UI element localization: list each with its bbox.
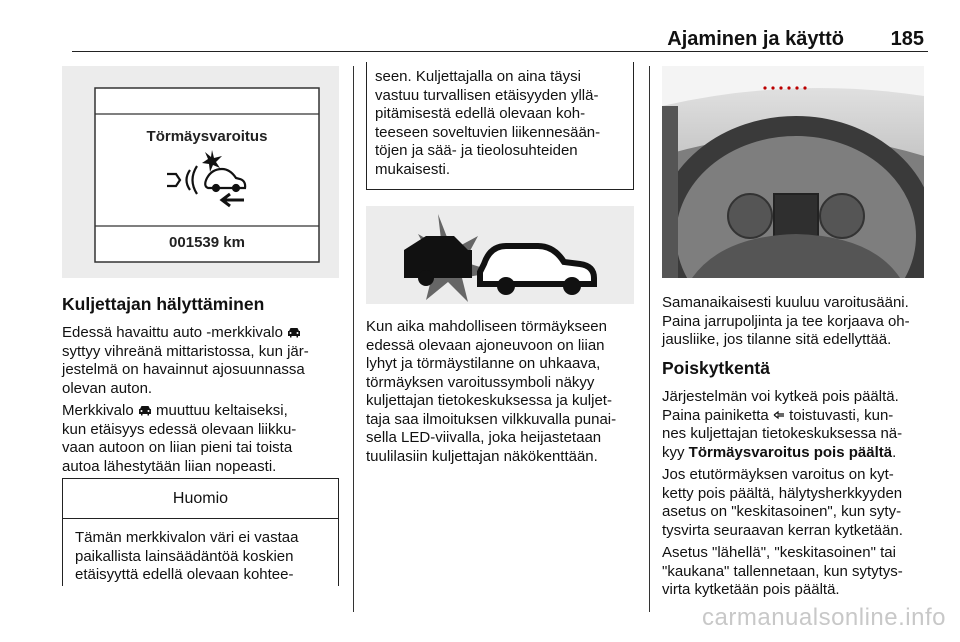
paragraph-collision-warning: Kun aika mahdolliseen törmäykseen edessä olevaan ajoneuvoon on liian lyhyt ja törmäystilanne on uhkaava, törmäyksen varoitussymboli näkyy kuljettajan tietokeskuksessa ja kuljet- taja saa ilmoituksen vilkkuvalla punai- sella LED-viivalla, joka heijastetaan tuulilasiin kuljettajan näkökenttään. xyxy=(366,318,617,465)
paragraph-sensitivity-saved: Asetus "lähellä", "keskitasoinen" tai "kaukana" tallennetaan, kun sytytys- virta kytketään pois päältä. xyxy=(662,544,903,598)
car-silhouette-front-icon xyxy=(480,246,594,284)
collision-symbol-drawing xyxy=(366,206,634,304)
car-front-icon xyxy=(287,327,301,338)
cluster-title: Törmäysvaroitus xyxy=(146,128,268,145)
cluster-display-figure xyxy=(62,66,339,278)
chapter-title: Ajaminen ja käyttö xyxy=(667,28,844,50)
note-box-continued: seen. Kuljettajalla on aina täysi vastuu turvallisen etäisyyden yllä- pitämisestä edellä olevaan koh- teeseen soveltuvien liikennesään- töjen ja sää- ja tieolosuhteiden mukaisesti. xyxy=(366,62,634,190)
watermark: carmanualsonline.info xyxy=(702,604,946,631)
page-header xyxy=(72,18,928,52)
paragraph-disable-instructions: Järjestelmän voi kytkeä pois päältä. Paina painiketta toistuvasti, kun- nes kuljettajan tietokeskuksessa nä- kyy Törmäysvaroitus pois päältä. xyxy=(662,388,903,461)
paragraph-warning-sound: Samanaikaisesti kuuluu varoitusääni. Paina jarrupoljinta ja tee korjaava oh- jausliike, jos tilanne sitä edellyttää. xyxy=(662,294,910,348)
section-heading-disable: Poiskytkentä xyxy=(662,358,770,378)
page-number: 185 xyxy=(890,28,924,50)
distance-sensitivity-button-icon xyxy=(773,408,785,420)
column-rule-1 xyxy=(353,66,354,612)
note-body: Tämän merkkivalon väri ei vastaa paikallista lainsäädäntöä koskien etäisyyttä edellä olevaan kohtee- xyxy=(75,529,299,583)
paragraph-detected-vehicle: Edessä havaittu auto -merkkivalo syttyy vihreänä mittaristossa, kun jär- jestelmä on havainnut ajosuunnassa olevan auton. xyxy=(62,324,309,397)
section-heading-driver-alert: Kuljettajan hälyttäminen xyxy=(62,294,265,314)
instrument-cluster-icon xyxy=(728,194,864,238)
menu-setting-name: Törmäysvaroitus pois päältä xyxy=(688,443,893,461)
paragraph-indicator-yellow: Merkkivalo muuttuu keltaiseksi, kun etäisyys edessä olevaan liikku- vaan autoon on liian pieni tai toista autoa lähestytään liian nopeasti. xyxy=(62,402,297,475)
note-heading: Huomio xyxy=(63,479,338,519)
note-box xyxy=(62,478,339,586)
car-front-icon xyxy=(138,405,152,416)
collision-symbol-figure xyxy=(366,206,634,304)
odometer-reading: 001539 km xyxy=(169,234,245,251)
dashboard-steering-wheel-figure xyxy=(662,66,924,278)
paragraph-sensitivity-default: Jos etutörmäyksen varoitus on kyt- ketty pois päältä, hälytysherkkyyden asetus on "keskitasoinen", kun syty- tysvirta seuraavan kerran kytketään. xyxy=(662,466,903,539)
column-rule-2 xyxy=(649,66,650,612)
dashboard-drawing xyxy=(662,66,924,278)
